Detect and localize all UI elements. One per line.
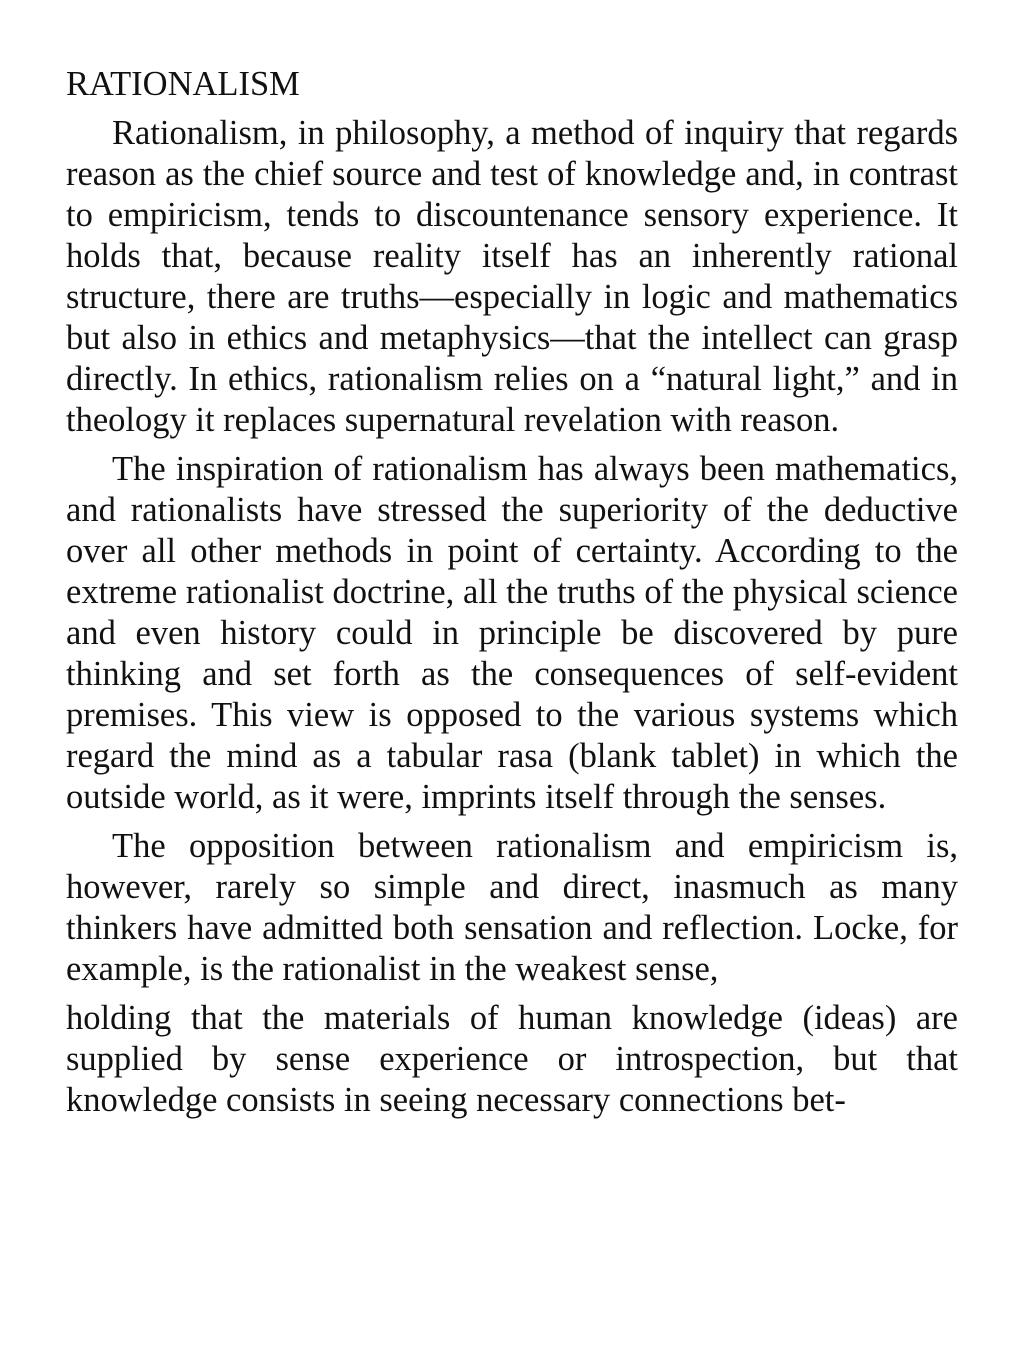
paragraph-continuation: holding that the materials of human knowledge (ideas) are supplied by sense experience or introspection, but that knowledge consists in seeing necessary connections bet-	[66, 999, 958, 1119]
paragraph-opposition: The opposition between rationalism and empiricism is, however, rarely so simple and direct, inasmuch as many thinkers have admitted both sensation and reflection. Locke, for example, is the rationalist in the weakest sense,	[66, 827, 958, 988]
document-page	[66, 64, 958, 1121]
paragraph-definition: Rationalism, in philosophy, a method of inquiry that regards reason as the chief source and test of knowledge and, in contrast to empiricism, tends to discountenance sensory experience. It holds that, because reality itself has an inherently rational structure, there are truths—especially in logic and mathematics but also in ethics and metaphysics—that the intellect can grasp directly. In ethics, rationalism relies on a “natural light,” and in theology it replaces supernatural revelation with reason.	[66, 114, 958, 439]
document-heading: RATIONALISM	[66, 65, 300, 103]
paragraph-inspiration: The inspiration of rationalism has always been mathematics, and rationalists have stressed the superiority of the deductive over all other methods in point of certainty. According to the extreme rationalist doctrine, all the truths of the physical science and even history could in principle be discovered by pure thinking and set forth as the consequences of self-evident premises. This view is opposed to the various systems which regard the mind as a tabular rasa (blank tablet) in which the outside world, as it were, imprints itself through the senses.	[66, 450, 958, 816]
